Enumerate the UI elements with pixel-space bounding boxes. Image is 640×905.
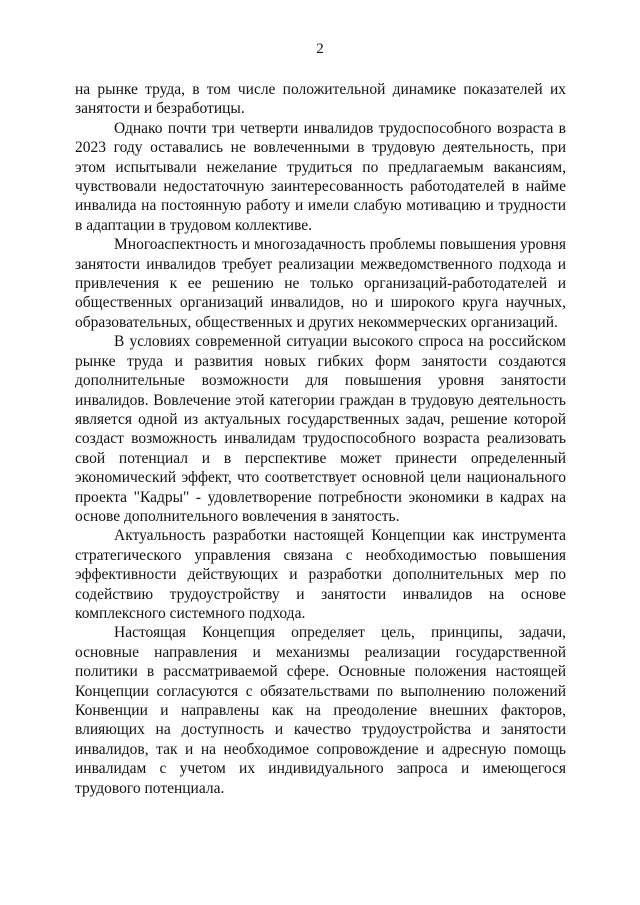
paragraph-continuation: на рынке труда, в том числе положительной динамике показателей их занятости и безработицы. [75, 81, 566, 118]
paragraph: В условиях современной ситуации высокого спроса на российском рынке труда и развития новых гибких форм занятости создаются дополнительные возможности для повышения уровня занятости инвалидов. Вовлечение этой категории граждан в трудовую деятельность является одной из актуальных государственных задач, решение которой создаст возможность инвалидам трудоспособного возраста реализовать свой потенциал и в перспективе может принести определенный экономический эффект, что соответствует основной цели национального проекта "Кадры" - удовлетворение потребности экономики в кадрах на основе дополнительного вовлечения в занятость. [75, 333, 566, 525]
document-body [75, 80, 566, 798]
page-number: 2 [316, 41, 324, 57]
paragraph: Многоаспектность и многозадачность проблемы повышения уровня занятости инвалидов требует реализации межведомственного подхода и привлечения к ее решению не только организаций-работодателей и общественных организаций инвалидов, но и широкого круга научных, образовательных, общественных и других некоммерческих организаций. [75, 236, 566, 331]
paragraph: Актуальность разработки настоящей Концепции как инструмента стратегического управления связана с необходимостью повышения эффективности действующих и разработки дополнительных мер по содействию трудоустройству и занятости инвалидов на основе комплексного системного подхода. [75, 527, 566, 622]
paragraph: Настоящая Концепция определяет цель, принципы, задачи, основные направления и механизмы реализации государственной политики в рассматриваемой сфере. Основные положения настоящей Концепции согласуются с обязательствами по выполнению положений Конвенции и направлены как на преодоление внешних факторов, влияющих на доступность и качество трудоустройства и занятости инвалидов, так и на необходимое сопровождение и адресную помощь инвалидам с учетом их индивидуального запроса и имеющегося трудового потенциала. [75, 624, 566, 797]
paragraph: Однако почти три четверти инвалидов трудоспособного возраста в 2023 году оставались не вовлеченными в трудовую деятельность, при этом испытывали нежелание трудиться по предлагаемым вакансиям, чувствовали недостаточную заинтересованность работодателей в найме инвалида на постоянную работу и имели слабую мотивацию и трудности в адаптации в трудовом коллективе. [75, 119, 566, 234]
